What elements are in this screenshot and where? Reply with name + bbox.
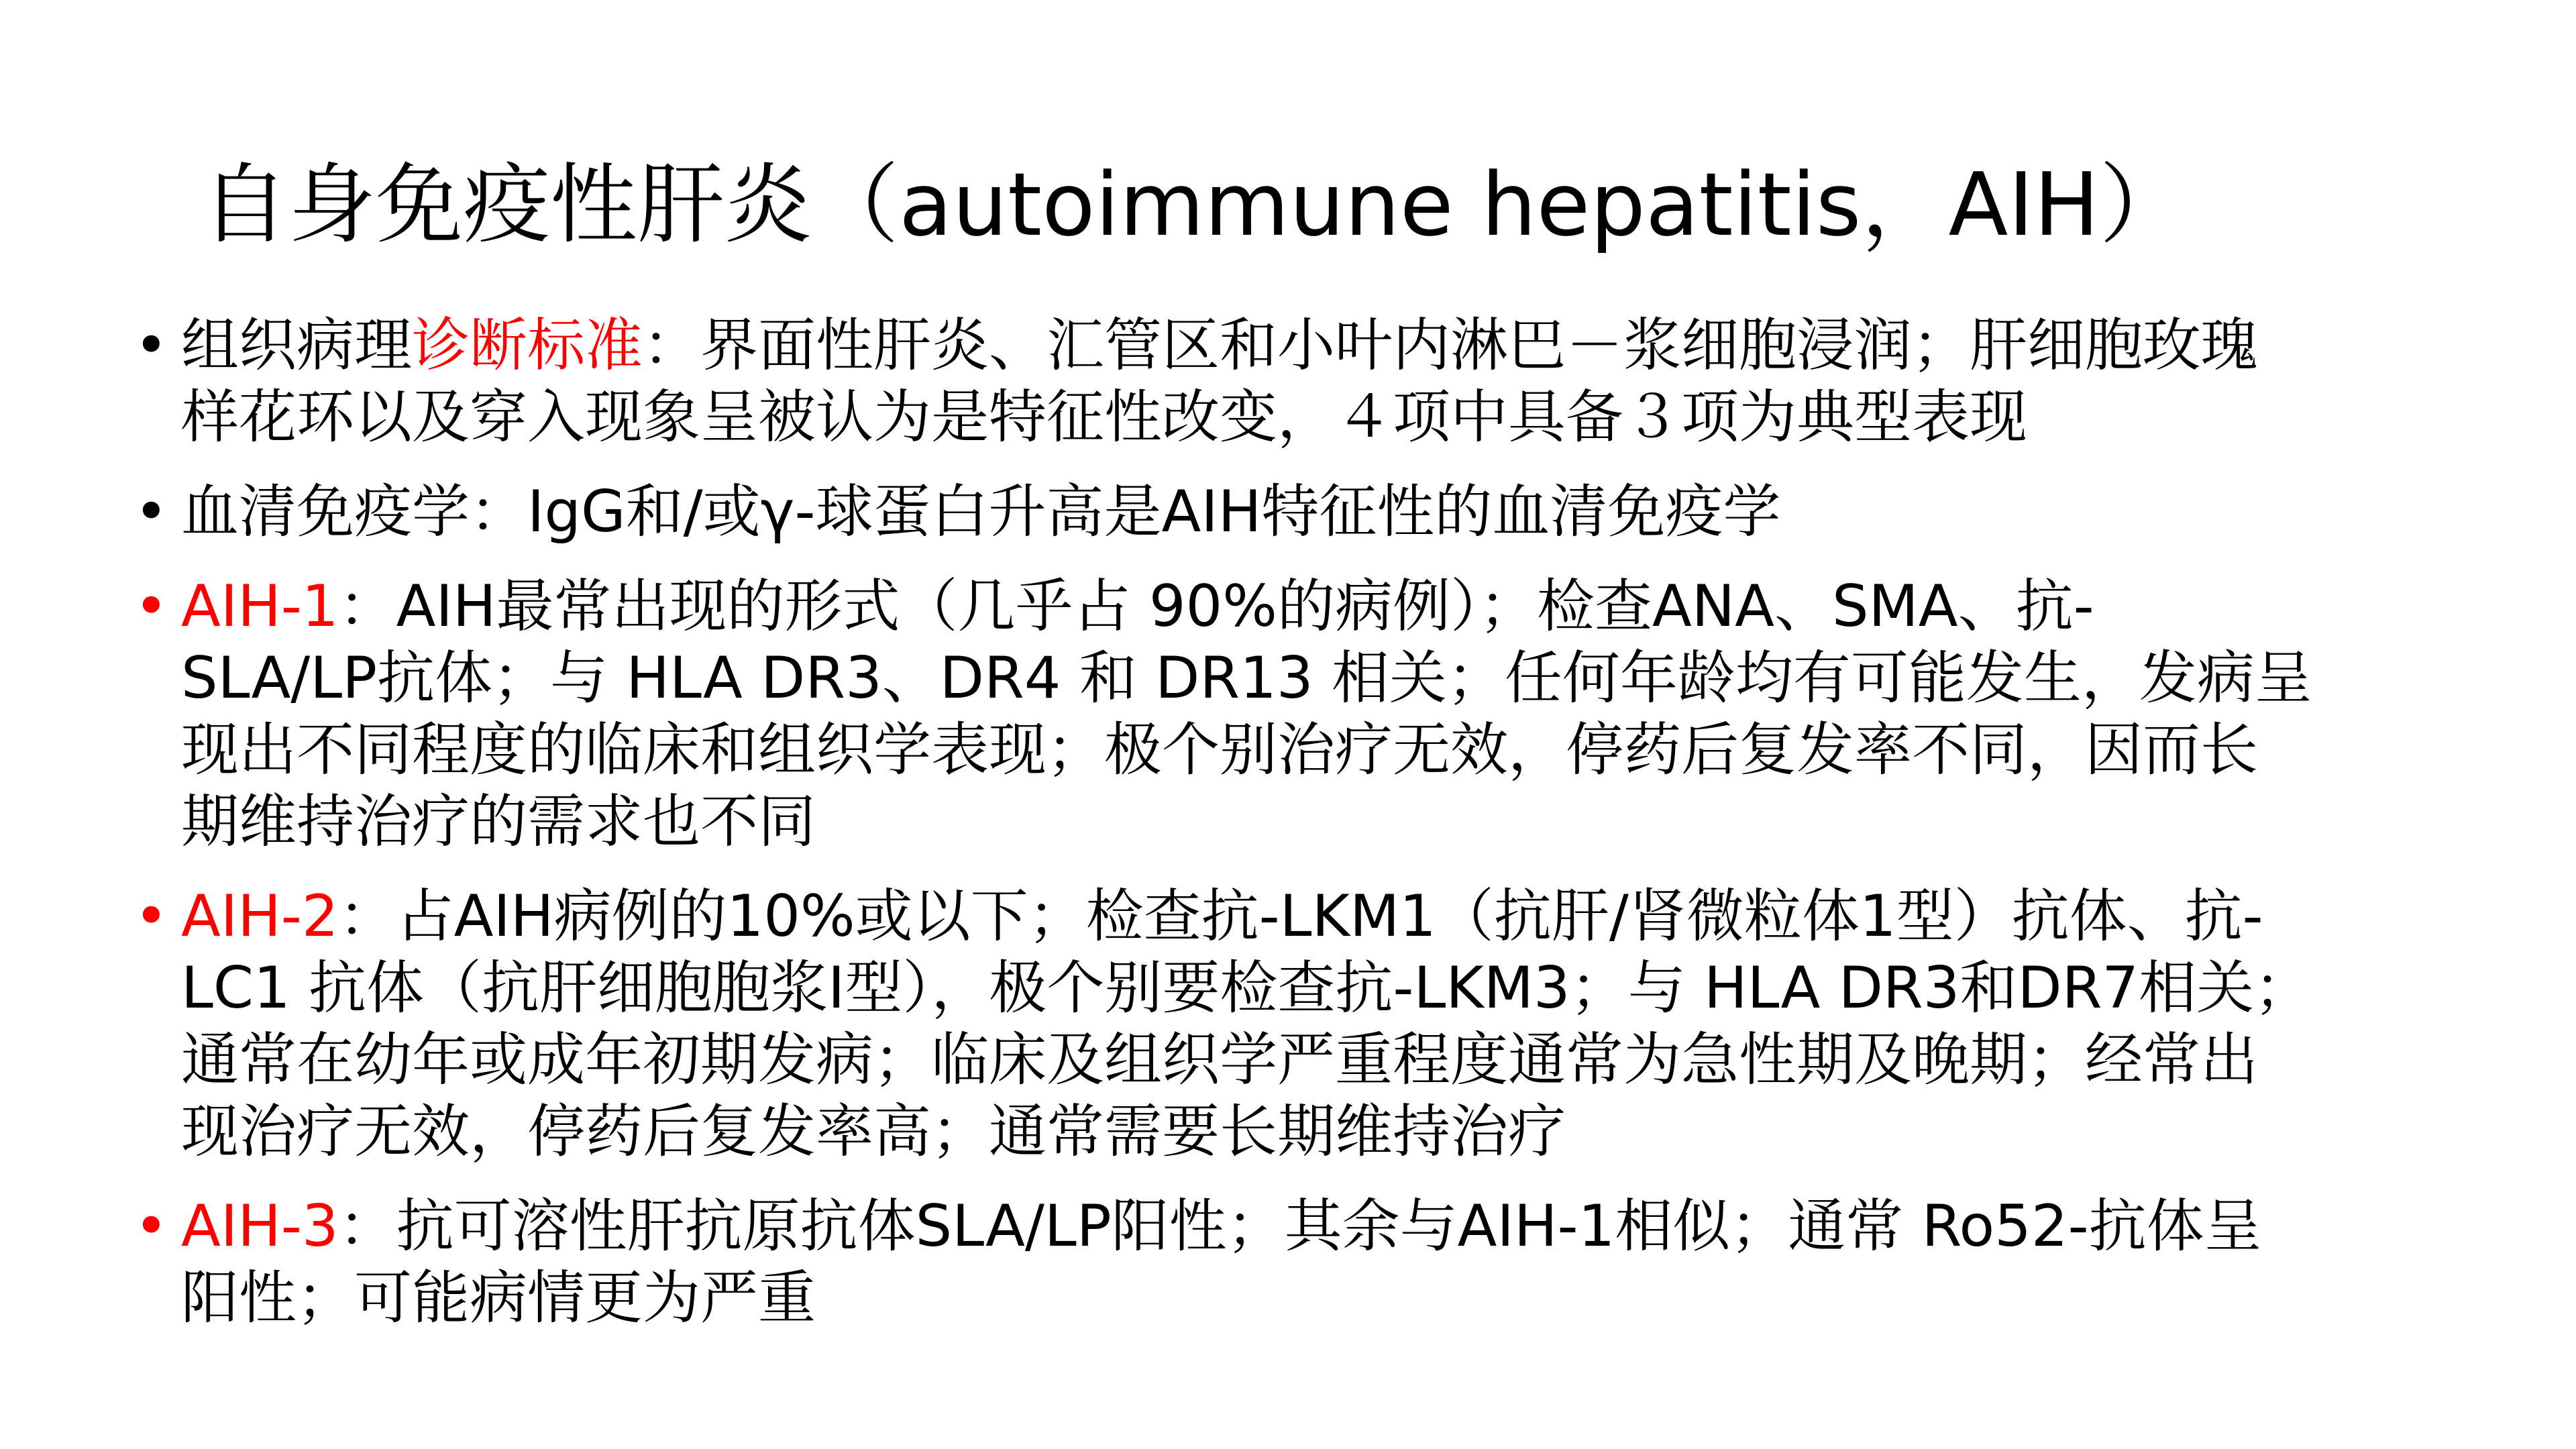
bullet-line: 通常在幼年或成年初期发病；临床及组织学严重程度通常为急性期及晚期；经常出 bbox=[181, 1026, 2258, 1093]
bullet-body bbox=[181, 571, 2549, 858]
bullet-aih-2 bbox=[134, 881, 2549, 1168]
type-label: AIH-1 bbox=[181, 573, 339, 640]
bullet-line: 现治疗无效，停药后复发率高；通常需要长期维持治疗 bbox=[181, 1098, 1566, 1165]
bullet-text: ：AIH最常出现的形式（几乎占 90%的病例）；检查ANA、SMA、抗- bbox=[338, 573, 2094, 640]
bullet-aih-3 bbox=[134, 1191, 2549, 1334]
bullet-line bbox=[181, 571, 2549, 643]
bullet-line: LC1 抗体（抗肝细胞胞浆Ⅰ型），极个别要检查抗-LKM3；与 HLA DR3和DR7相关； bbox=[181, 955, 2312, 1022]
bullet-marker: • bbox=[134, 883, 168, 950]
bullet-line bbox=[181, 881, 2549, 953]
bullet-body bbox=[181, 1191, 2549, 1334]
bullet-histopathology bbox=[134, 310, 2549, 453]
bullet-line bbox=[181, 1191, 2549, 1263]
bullet-list bbox=[134, 310, 2549, 1357]
bullet-text: ：抗可溶性肝抗原抗体SLA/LP阳性；其余与AIH-1相似；通常 Ro52-抗体呈 bbox=[338, 1193, 2262, 1260]
bullet-marker: • bbox=[134, 312, 168, 379]
bullet-line: SLA/LP抗体；与 HLA DR3、DR4 和 DR13 相关；任何年龄均有可能发生，发病呈 bbox=[181, 645, 2312, 712]
bullet-body bbox=[181, 310, 2549, 453]
bullet-text: ：占AIH病例的10%或以下；检查抗-LKM1（抗肝/肾微粒体1型）抗体、抗- bbox=[338, 883, 2263, 950]
bullet-line: 阳性；可能病情更为严重 bbox=[181, 1265, 816, 1332]
bullet-marker: • bbox=[134, 1193, 168, 1260]
bullet-marker: • bbox=[134, 573, 168, 640]
bullet-body bbox=[181, 476, 2549, 548]
bullet-line bbox=[181, 310, 2549, 382]
type-label: AIH-3 bbox=[181, 1193, 339, 1260]
bullet-marker: • bbox=[134, 478, 168, 545]
bullet-line: 血清免疫学：IgG和/或γ-球蛋白升高是AIH特征性的血清免疫学 bbox=[181, 478, 1781, 545]
bullet-text: ：界面性肝炎、汇管区和小叶内淋巴－浆细胞浸润；肝细胞玫瑰 bbox=[643, 312, 2258, 379]
bullet-line: 样花环以及穿入现象呈被认为是特征性改变，４项中具备３项为典型表现 bbox=[181, 384, 2027, 451]
bullet-line: 现出不同程度的临床和组织学表现；极个别治疗无效，停药后复发率不同，因而长 bbox=[181, 716, 2258, 784]
type-label: AIH-2 bbox=[181, 883, 339, 950]
bullet-line: 期维持治疗的需求也不同 bbox=[181, 788, 816, 855]
bullet-text: 组织病理 bbox=[181, 312, 412, 379]
highlighted-term: 诊断标准 bbox=[412, 312, 643, 379]
bullet-aih-1 bbox=[134, 571, 2549, 858]
bullet-body bbox=[181, 881, 2549, 1168]
slide-title: 自身免疫性肝炎（autoimmune hepatitis，AIH） bbox=[201, 154, 2187, 256]
bullet-serology bbox=[134, 476, 2549, 548]
